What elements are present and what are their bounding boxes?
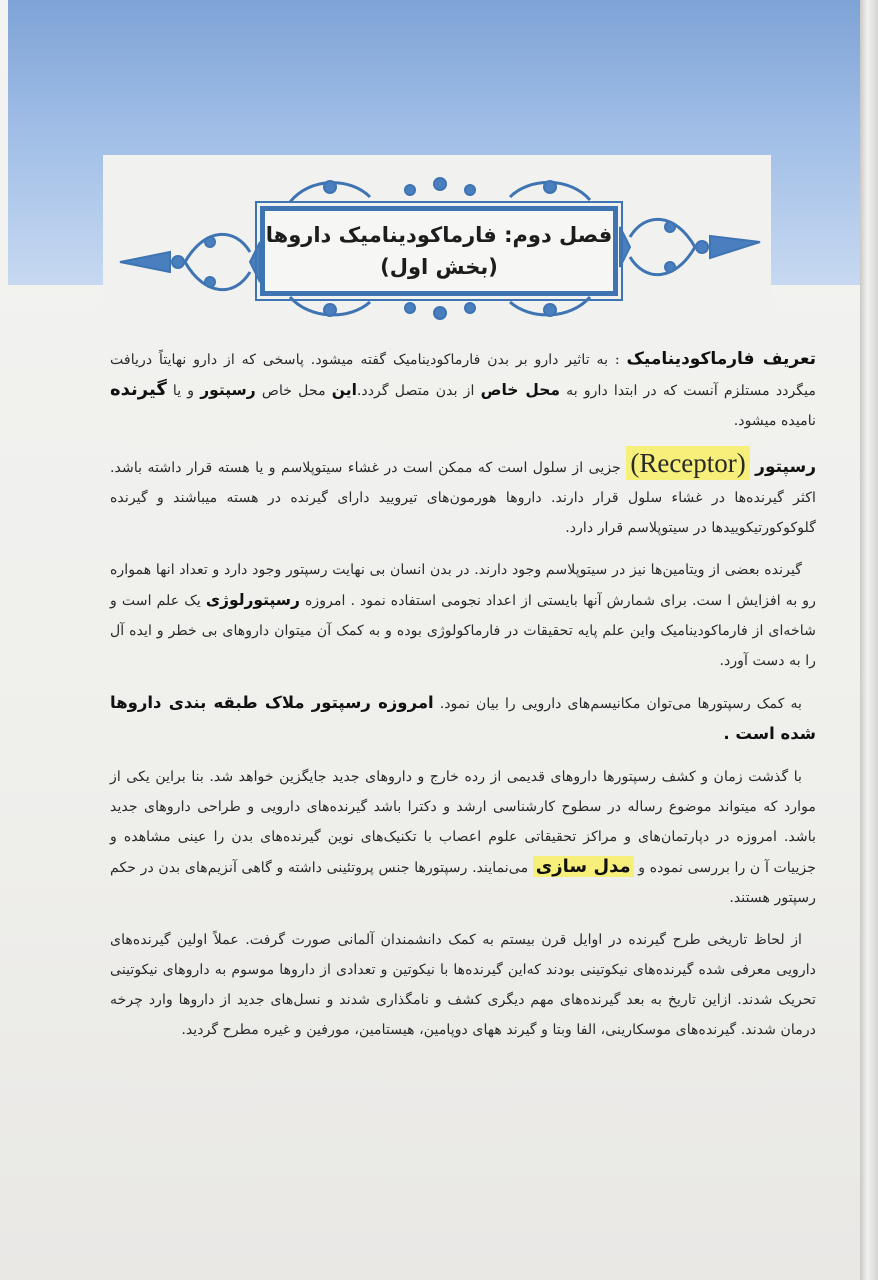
bold-statement: امروزه رسپتور ملاک طبقه بندی داروها شده است . — [110, 693, 816, 743]
paragraph-vitamins — [110, 555, 816, 676]
text-run: به کمک رسپتورها می‌توان مکانیسم‌های دارویی را بیان نمود. — [433, 696, 802, 712]
chapter-title-box — [260, 206, 618, 296]
text-run: می‌نمایند. رسپتورها جنس پروتئینی داشته و گاهی آنزیم‌های بدن در حکم رسپتور هستند. — [110, 860, 816, 906]
paragraph-receptor — [110, 448, 816, 543]
chapter-title: فصل دوم: فارماکودینامیک داروها — [265, 223, 613, 247]
text-run: : به تاثیر دارو بر بدن فارماکودینامیک گفته میشود. پاسخی که از دارو نهایتاً دریافت میگردد مستلزم آنست که در ابتدا دارو به — [110, 352, 817, 399]
modeling-highlight: مدل سازی — [533, 856, 634, 877]
bold-term: رسپتور — [755, 457, 816, 477]
bold-term: رسپتورلوژی — [205, 591, 300, 609]
bold-term: رسپتور — [200, 381, 256, 399]
text-run: از لحاظ تاریخی طرح گیرنده در اوایل قرن بیستم به کمک دانشمندان آلمانی صورت گرفت. عملاً اولین گیرنده‌های دارویی معرفی شده گیرنده‌های نیکوتینی بودند که‌این گیرنده‌ها با نیکوتین و تعدادی از داروها موسوم به داروهای نیکوتینی تحریک شدند. ازاین تاریخ به بعد گیرنده‌های مهم دیگری کشف و نامگذاری شدند و نسل‌های جدید از داروها وارد چرخه درمان شدند. گیرنده‌های موسکارینی، الفا وبتا و گیرند ههای دوپامین، هیستامین، مورفین و غیره مطرح گردید. — [110, 932, 816, 1038]
definition-term: تعریف فارماکودینامیک — [626, 349, 816, 369]
paragraph-mechanisms — [110, 688, 816, 750]
text-run: و یا — [166, 383, 201, 399]
bold-term: این — [331, 381, 357, 399]
paragraph-research — [110, 762, 816, 913]
chapter-subtitle: (بخش اول) — [380, 255, 498, 279]
page-edge — [860, 0, 878, 1280]
text-run: گیرنده بعضی از ویتامین‌ها نیز در سیتوپلاسم وجود دارند. در بدن انسان بی نهایت رسپتور وجود دارد و تعداد انها همواره رو به افزایش ا ست. برای شمارش آنها بایستی از اعداد نجومی استفاده نمود . امروزه — [110, 562, 816, 609]
paragraph-history — [110, 925, 816, 1045]
text-run: جزیی از سلول است که ممکن است در غشاء سیتوپلاسم و یا هسته قرار داشته باشد. اکثر گیرنده‌ها در غشاء سلول قرار دارند. داروها هورمون‌های تیرویید دارای گیرنده در هسته میباشند و گیرنده گلوکوکورتیکوییدها در سیتوپلاسم قرار دارد. — [110, 460, 816, 536]
text-run: محل خاص — [255, 383, 332, 399]
text-run: نامیده میشود. — [733, 413, 816, 429]
text-run: از بدن متصل گردد. — [356, 383, 481, 399]
receptor-highlight: (Receptor) — [626, 446, 749, 480]
paragraph-definition — [110, 344, 816, 436]
text-run: یک علم است و شاخه‌ای از فارماکودینامیک واین علم پایه تحقیقات در فارماکولوژی بوده و به کمک آن میتوان داروهای بی خطر و ایده آل را به دست آورد. — [110, 593, 816, 669]
page-body — [110, 344, 816, 1057]
bold-term: گیرنده — [110, 379, 167, 400]
bold-term: محل خاص — [480, 381, 561, 399]
text-run: با گذشت زمان و کشف رسپتورها داروهای قدیمی از رده خارج و داروهای جدید جایگزین خواهد شد. بنا براین یکی از موارد که میتواند موضوع رساله در سطوح کارشناسی ارشد و دکترا باشد گیرنده‌های دارویی و طراحی داروهای جدید باشد. امروزه در دپارتمان‌های و مراکز تحقیقاتی علوم اعصاب با تکنیک‌های نوین گیرنده‌های بدن را عینی مشاهده و جزییات آ ن را بررسی نموده و — [110, 769, 817, 876]
